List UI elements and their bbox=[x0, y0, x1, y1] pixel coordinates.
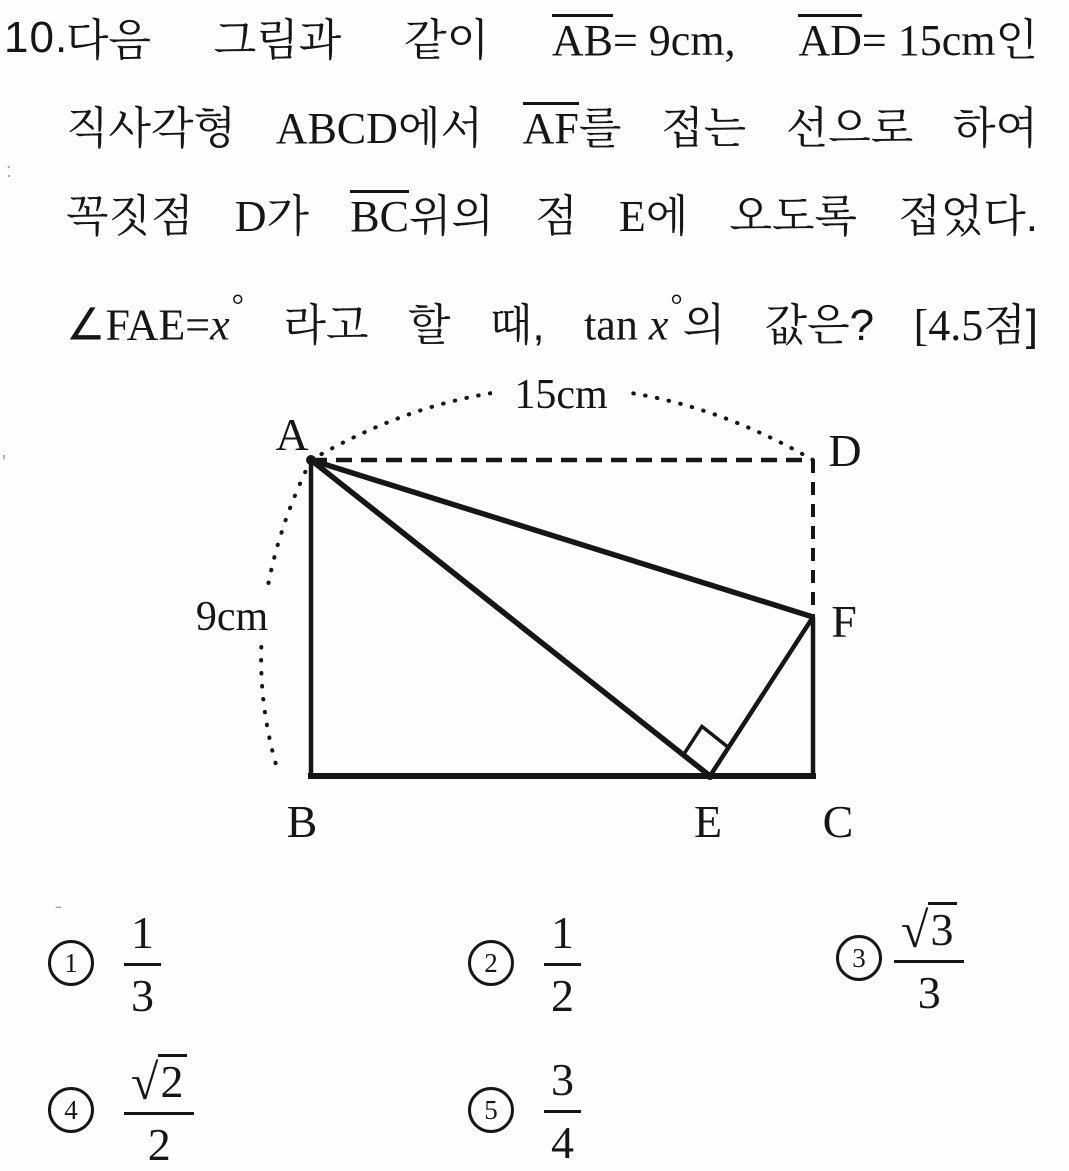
word bbox=[490, 282, 545, 370]
text-segment: 꼭짓점 bbox=[66, 192, 194, 241]
fraction-denominator: 2 bbox=[147, 1119, 171, 1170]
choice-5 bbox=[468, 1050, 581, 1170]
word bbox=[283, 282, 368, 370]
text-segment: 접는 bbox=[661, 104, 747, 153]
question-text bbox=[66, 0, 1038, 349]
choice-1 bbox=[48, 903, 161, 1023]
text-segment: 오도록 bbox=[729, 192, 857, 241]
question-line-1 bbox=[66, 0, 1038, 85]
text-segment: tan bbox=[584, 300, 649, 350]
text-segment: 그림과 bbox=[213, 16, 342, 65]
word bbox=[661, 85, 746, 173]
text-segment: ° bbox=[231, 288, 244, 322]
text-segment: ABCD bbox=[275, 104, 398, 153]
choice-5-fraction bbox=[544, 1055, 581, 1166]
right-angle-mark bbox=[683, 726, 728, 755]
text-segment: 점 bbox=[535, 192, 578, 241]
text-segment: 선으로 bbox=[785, 104, 914, 153]
choice-3-marker: 3 bbox=[836, 935, 882, 981]
text-segment: AF bbox=[522, 104, 579, 153]
text-segment: AD bbox=[798, 16, 862, 65]
question-line-3 bbox=[66, 173, 1038, 261]
text-segment: 위의 bbox=[408, 192, 494, 241]
geometry-figure bbox=[140, 360, 920, 860]
text-segment: 점] bbox=[983, 300, 1038, 350]
word bbox=[350, 173, 494, 261]
word bbox=[619, 173, 688, 261]
dim-top-label: 15cm bbox=[514, 372, 608, 418]
text-segment: [4.5 bbox=[913, 300, 984, 350]
word bbox=[523, 85, 622, 173]
choice-3-fraction bbox=[894, 900, 964, 1016]
question-number: 10. bbox=[4, 13, 69, 62]
word bbox=[798, 0, 1038, 85]
text-segment: = 9cm, bbox=[612, 16, 736, 65]
word bbox=[584, 261, 725, 370]
word bbox=[404, 0, 489, 85]
dim-left-label: 9cm bbox=[195, 594, 269, 640]
word bbox=[898, 173, 1038, 261]
word bbox=[535, 173, 578, 261]
segment-AF bbox=[311, 460, 813, 617]
fraction-numerator: 1 bbox=[124, 908, 161, 966]
text-segment: 직사각형 bbox=[66, 104, 237, 153]
choice-2-fraction bbox=[544, 908, 581, 1019]
word bbox=[408, 282, 451, 370]
word bbox=[276, 85, 483, 173]
word bbox=[66, 85, 236, 173]
choice-3 bbox=[836, 898, 964, 1018]
text-segment: 가 bbox=[266, 192, 310, 241]
text-segment: x bbox=[210, 300, 230, 350]
text-segment: 접었다. bbox=[898, 192, 1038, 241]
fraction-denominator: 4 bbox=[551, 1116, 574, 1168]
text-segment: AB bbox=[551, 16, 613, 65]
text-segment: 다음 bbox=[66, 16, 152, 65]
fraction-denominator: 3 bbox=[917, 967, 941, 1018]
word bbox=[765, 282, 874, 370]
word bbox=[214, 0, 342, 85]
fraction-denominator: 3 bbox=[131, 969, 154, 1021]
choice-5-marker: 5 bbox=[468, 1087, 514, 1133]
text-segment: x bbox=[648, 300, 669, 350]
text-segment: ∠FAE= bbox=[66, 300, 211, 350]
fraction-numerator: 3 bbox=[544, 1055, 581, 1113]
label-C: C bbox=[822, 796, 854, 847]
word bbox=[66, 173, 194, 261]
word bbox=[953, 85, 1038, 173]
fraction-numerator: √ 2 bbox=[124, 1052, 194, 1115]
choice-1-marker: 1 bbox=[48, 940, 94, 986]
fraction-numerator: 1 bbox=[544, 908, 581, 966]
word bbox=[552, 0, 736, 85]
word bbox=[914, 282, 1038, 370]
text-segment: 의 bbox=[682, 300, 726, 350]
text-segment: 인 bbox=[995, 16, 1038, 65]
text-segment: 하여 bbox=[952, 104, 1038, 153]
text-segment: 에서 bbox=[397, 104, 483, 153]
scan-artifact: : bbox=[6, 160, 12, 182]
label-F: F bbox=[831, 596, 857, 647]
segment-EF bbox=[710, 617, 813, 776]
text-segment: E bbox=[618, 192, 646, 241]
segment-AE bbox=[311, 460, 710, 776]
label-D: D bbox=[828, 425, 862, 476]
word bbox=[235, 173, 309, 261]
fraction-denominator: 2 bbox=[551, 969, 574, 1021]
question-line-2 bbox=[66, 85, 1038, 173]
choice-2-marker: 2 bbox=[468, 940, 514, 986]
word bbox=[66, 0, 151, 85]
text-segment: 라고 bbox=[283, 300, 369, 350]
text-segment: 값은? bbox=[764, 300, 875, 350]
word bbox=[729, 173, 857, 261]
text-segment: 를 bbox=[578, 104, 622, 153]
text-segment: = 15cm bbox=[861, 16, 996, 65]
label-B: B bbox=[286, 796, 318, 847]
question-line-4 bbox=[66, 261, 1038, 349]
scan-artifact: ˍ bbox=[55, 888, 62, 910]
text-segment: 할 bbox=[407, 300, 451, 350]
scan-artifact: ' bbox=[2, 452, 6, 474]
text-segment: D bbox=[234, 192, 267, 241]
text-segment: ° bbox=[670, 288, 683, 322]
text-segment: BC bbox=[350, 192, 409, 241]
choice-2 bbox=[468, 903, 581, 1023]
word bbox=[66, 261, 244, 370]
label-A: A bbox=[275, 409, 309, 460]
choice-4-marker: 4 bbox=[48, 1087, 94, 1133]
text-segment: 때, bbox=[489, 300, 545, 350]
choice-4 bbox=[48, 1050, 194, 1170]
text-segment: 에 bbox=[645, 192, 689, 241]
text-segment: 같이 bbox=[404, 16, 490, 65]
vertex-E-dot bbox=[706, 772, 714, 780]
choice-1-fraction bbox=[124, 908, 161, 1019]
word bbox=[786, 85, 914, 173]
choice-4-fraction bbox=[124, 1052, 194, 1168]
fraction-numerator: √ 3 bbox=[894, 900, 964, 963]
label-E: E bbox=[693, 796, 723, 847]
